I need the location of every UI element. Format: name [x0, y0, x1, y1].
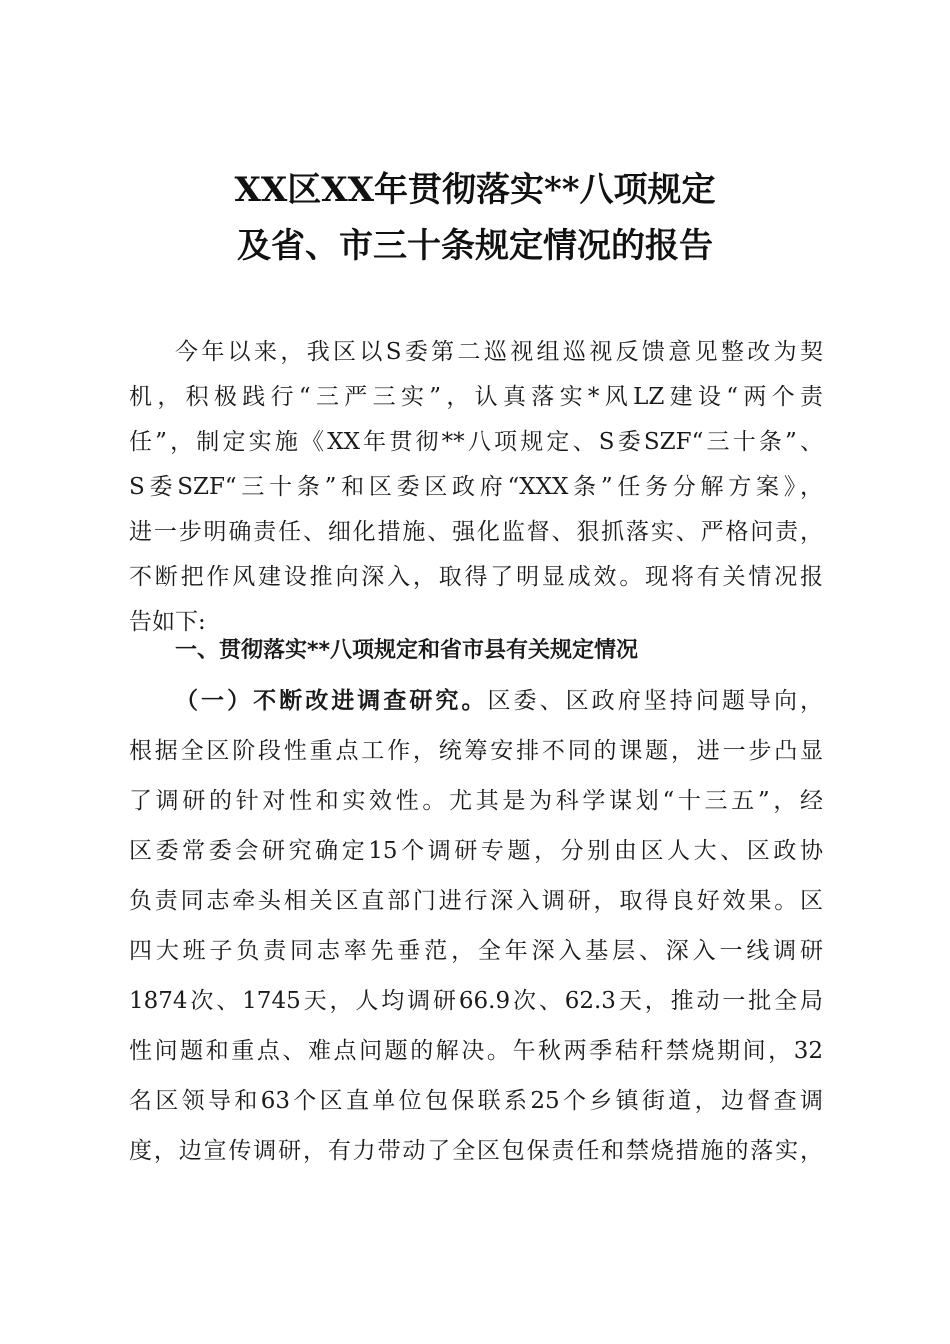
- subsection-title: （一）不断改进调查研究。: [175, 687, 488, 714]
- body-paragraph-line: 四大班子负责同志率先垂范，全年深入基层、深入一线调研: [129, 938, 823, 964]
- body-paragraph-line: 了调研的针对性和实效性。尤其是为科学谋划“十三五”，经: [129, 788, 823, 814]
- intro-paragraph-line: 任”，制定实施《XX年贯彻**八项规定、S委SZF“三十条”、: [129, 429, 823, 455]
- section-heading: 一、贯彻落实**八项规定和省市县有关规定情况: [175, 638, 639, 663]
- intro-paragraph-line: 不断把作风建设推向深入，取得了明显成效。现将有关情况报: [129, 564, 823, 590]
- intro-paragraph-line: 今年以来，我区以S委第二巡视组巡视反馈意见整改为契: [175, 339, 823, 365]
- body-paragraph-line: 负责同志牵头相关区直部门进行深入调研，取得良好效果。区: [129, 888, 823, 914]
- document-title-line-2: 及省、市三十条规定情况的报告: [237, 226, 713, 266]
- intro-paragraph-line: 进一步明确责任、细化措施、强化监督、狠抓落实、严格问责，: [129, 519, 823, 545]
- subsection-first-line: [175, 676, 823, 726]
- document-title-line-1: XX区XX年贯彻落实**八项规定: [234, 170, 716, 210]
- subsection-first-line-text: 区委、区政府坚持问题导向，: [487, 688, 824, 714]
- body-paragraph-line: 性问题和重点、难点问题的解决。午秋两季秸秆禁烧期间，32: [129, 1038, 823, 1064]
- intro-paragraph-line: 告如下:: [129, 609, 206, 635]
- intro-paragraph-line: S委SZF“三十条”和区委区政府“XXX条”任务分解方案》，: [129, 474, 823, 500]
- body-paragraph-line: 根据全区阶段性重点工作，统筹安排不同的课题，进一步凸显: [129, 738, 823, 764]
- intro-paragraph-line: 机，积极践行“三严三实”，认真落实*风LZ建设“两个责: [129, 384, 823, 410]
- body-paragraph-line: 1874次、1745天，人均调研66.9次、62.3天，推动一批全局: [129, 988, 823, 1014]
- body-paragraph-line: 名区领导和63个区直单位包保联系25个乡镇街道，边督查调: [129, 1088, 823, 1114]
- body-paragraph-line: 度，边宣传调研，有力带动了全区包保责任和禁烧措施的落实，: [129, 1138, 823, 1164]
- body-paragraph-line: 区委常委会研究确定15个调研专题，分别由区人大、区政协: [129, 838, 823, 864]
